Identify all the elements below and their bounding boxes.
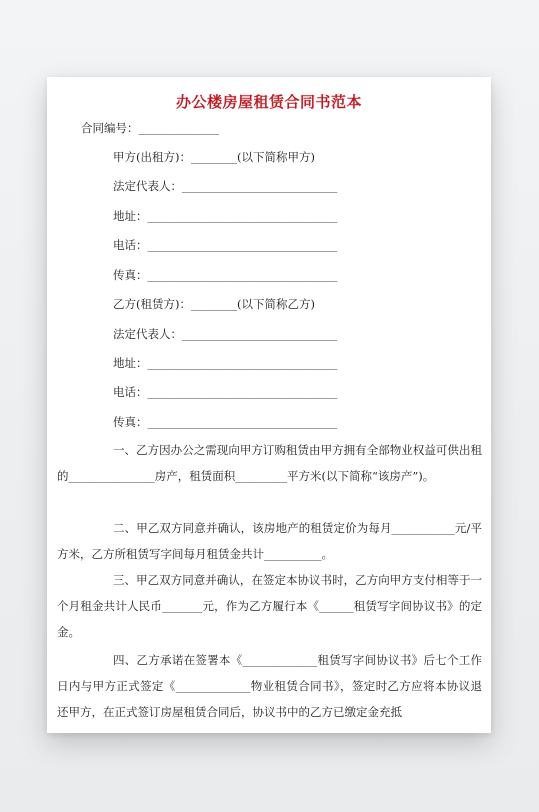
- contract-number-line: 合同编号：______________: [81, 121, 219, 135]
- party-a-fax: 传真：_________________________________: [113, 268, 338, 282]
- party-b-header: 乙方(租赁方)：________(以下简称乙方): [113, 297, 315, 311]
- party-b-legal-rep: 法定代表人：___________________________: [113, 327, 338, 341]
- party-b-address: 地址：_________________________________: [113, 356, 338, 370]
- clause-2: 二、甲乙双方同意并确认，该房地产的租赁定价为每月___________元/平方米，乙方所租赁写字间每月租赁金共计__________。: [57, 521, 482, 561]
- party-b-fax: 传真：_________________________________: [113, 415, 338, 429]
- clause-3: 三、甲乙双方同意并确认，在签定本协议书时，乙方向甲方支付相等于一个月租金共计人民币_______元，作为乙方履行本《______租赁写字间协议书》的定金。: [57, 573, 482, 639]
- clause-1: 一、乙方因办公之需现向甲方订购租赁由甲方拥有全部物业权益可供出租的_______________房产，租赁面积_________平方米(以下简称“该房产”)。: [57, 443, 482, 483]
- party-a-header: 甲方(出租方)：________(以下简称甲方): [113, 150, 315, 164]
- document-title: 办公楼房屋租赁合同书范本: [175, 93, 362, 111]
- party-a-address: 地址：_________________________________: [113, 209, 338, 223]
- clause-4: 四、乙方承诺在签署本《_____________租赁写字间协议书》后七个工作日内与甲方正式签定《_____________物业租赁合同书》，签定时乙方应将本协议退还甲方，在正式签订房屋租赁合同后，协议书中的乙方已缴定金充抵: [57, 653, 482, 719]
- party-b-phone: 电话：_________________________________: [113, 385, 338, 399]
- party-a-phone: 电话：_________________________________: [113, 238, 338, 252]
- contract-page: [47, 77, 491, 733]
- party-a-legal-rep: 法定代表人：___________________________: [113, 179, 338, 193]
